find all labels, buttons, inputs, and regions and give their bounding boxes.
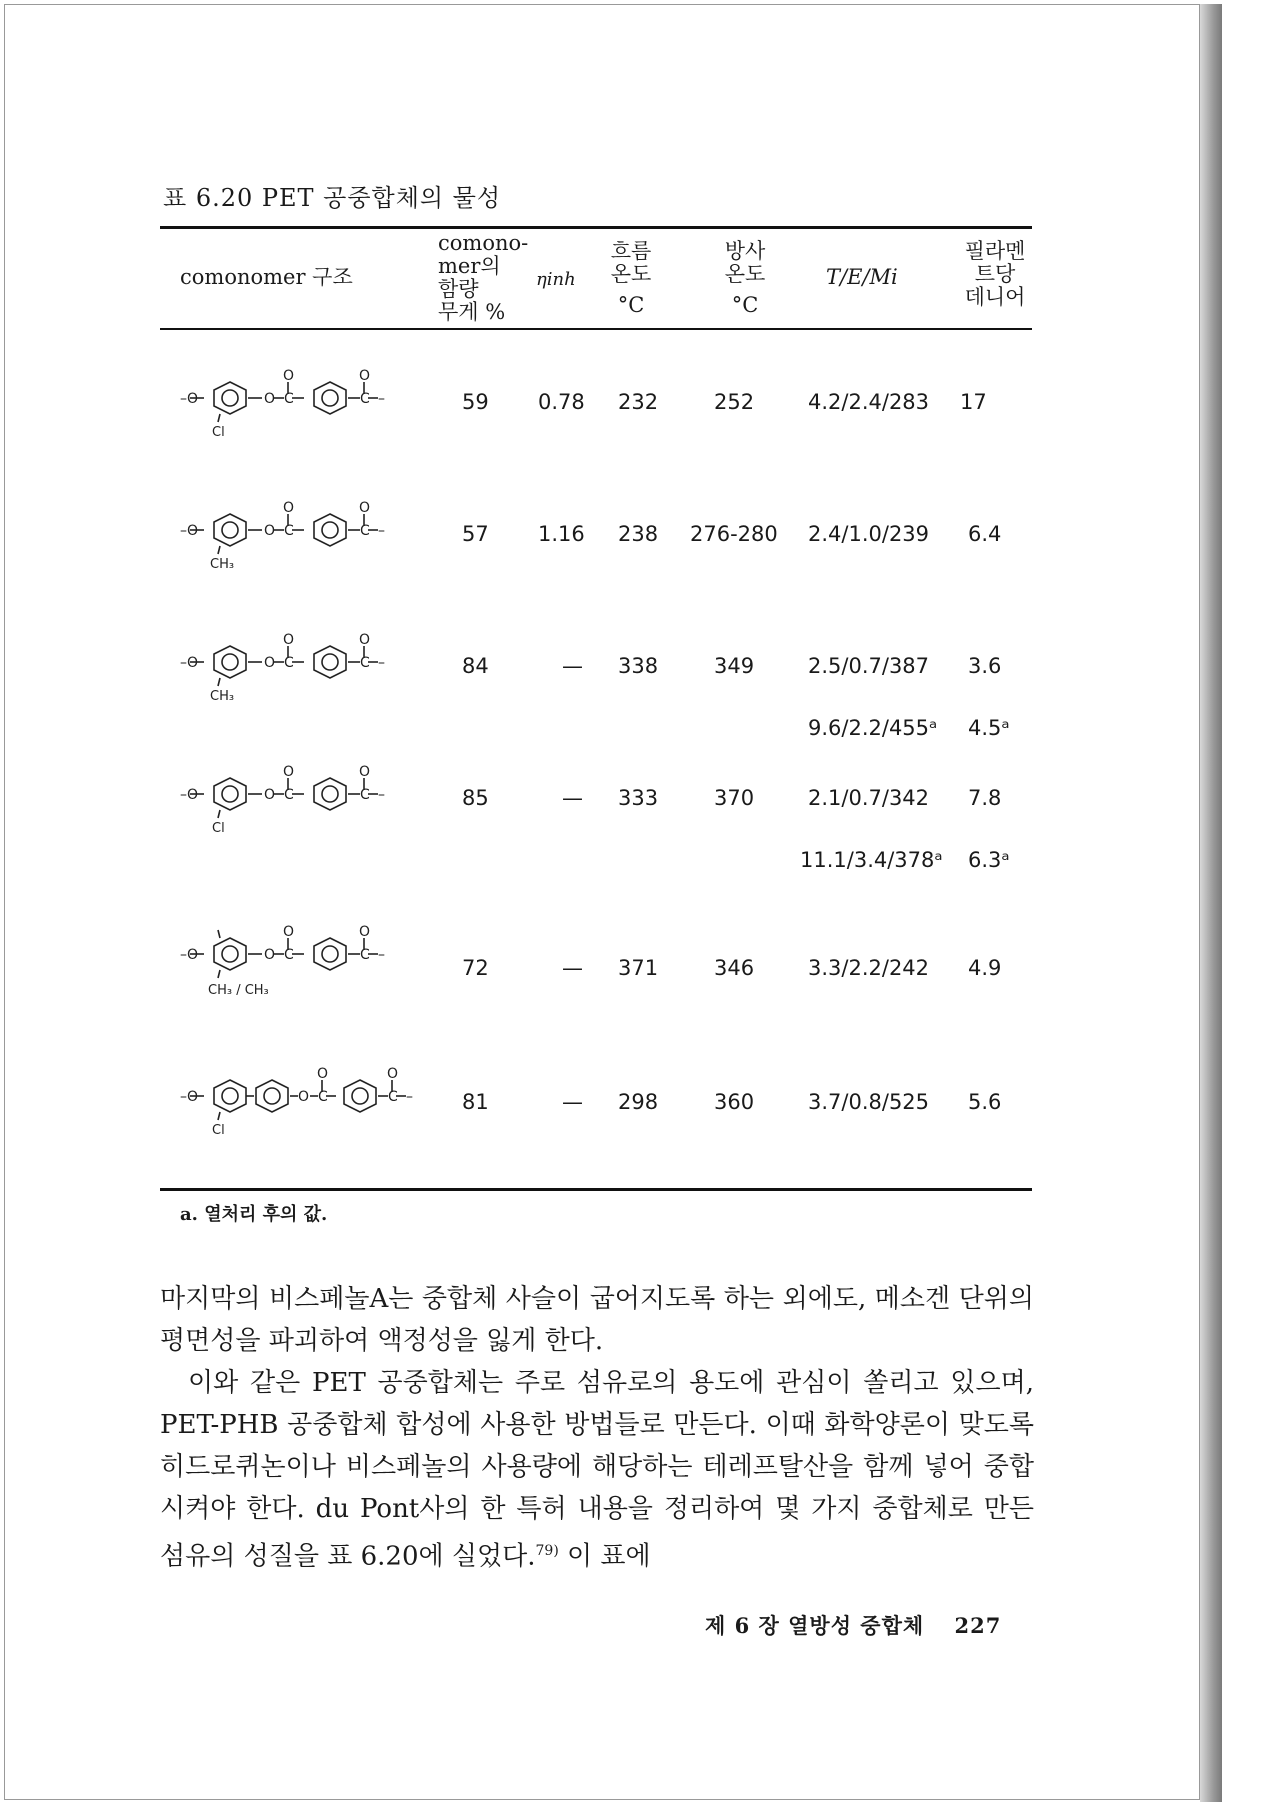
svg-text:O: O: [264, 947, 276, 963]
svg-text:O: O: [359, 500, 371, 516]
svg-text:–: –: [378, 391, 385, 407]
svg-text:O: O: [359, 924, 371, 940]
svg-text:O: O: [298, 1089, 310, 1105]
svg-text:–O: –O: [180, 391, 199, 407]
table-bottom-rule: [160, 1188, 1032, 1191]
row2-tem: 2.4/1.0/239: [808, 522, 930, 546]
chapter-title: 제 6 장 열방성 중합체: [705, 1613, 925, 1638]
row5-content: 72: [462, 956, 489, 980]
svg-text:C: C: [360, 523, 370, 539]
table-footnote: a. 열처리 후의 값.: [180, 1204, 328, 1225]
row2-content: 57: [462, 522, 489, 546]
svg-text:C: C: [284, 947, 294, 963]
structure-dimethylphenylene-terephthalate: [180, 910, 420, 1000]
svg-text:O: O: [283, 500, 295, 516]
svg-text:C: C: [360, 787, 370, 803]
row4-eta: —: [562, 786, 583, 810]
svg-text:–: –: [378, 523, 385, 539]
svg-text:–: –: [378, 655, 385, 671]
reference-marker: 79): [535, 1543, 559, 1559]
svg-text:O: O: [264, 655, 276, 671]
svg-text:O: O: [359, 368, 371, 384]
svg-text:CH₃: CH₃: [210, 689, 235, 704]
svg-text:–O: –O: [180, 947, 199, 963]
header-content: comono- mer의 함량 무게 %: [438, 231, 529, 324]
row6-flow: 298: [618, 1090, 659, 1114]
table-caption: 표 6.20 PET 공중합체의 물성: [163, 184, 502, 212]
row5-flow: 371: [618, 956, 659, 980]
page-number: 227: [954, 1613, 1002, 1638]
table-header-rule: [160, 328, 1032, 330]
row1-flow: 232: [618, 390, 659, 414]
svg-text:–O: –O: [180, 787, 199, 803]
svg-text:O: O: [317, 1066, 329, 1082]
row2-denier: 6.4: [968, 522, 1002, 546]
svg-text:–O: –O: [180, 1089, 199, 1105]
svg-text:C: C: [284, 787, 294, 803]
page-footer: [705, 1610, 1001, 1640]
row4-tem: 2.1/0.7/342: [808, 786, 930, 810]
svg-text:–: –: [378, 787, 385, 803]
row6-denier: 5.6: [968, 1090, 1002, 1114]
svg-text:O: O: [264, 787, 276, 803]
svg-text:C: C: [284, 655, 294, 671]
svg-text:C: C: [360, 391, 370, 407]
row1-spin: 252: [714, 390, 755, 414]
row4-denier: 7.8: [968, 786, 1002, 810]
row5-denier: 4.9: [968, 956, 1002, 980]
svg-text:C: C: [284, 391, 294, 407]
row4-content: 85: [462, 786, 489, 810]
row1-eta: 0.78: [538, 390, 585, 414]
row1-denier: 17: [960, 390, 987, 414]
svg-text:–: –: [378, 947, 385, 963]
structure-chlorophenylene-terephthalate-2: [180, 756, 420, 836]
svg-text:O: O: [264, 523, 276, 539]
body-text: [160, 1278, 1034, 1578]
substituent-label: Cl: [212, 425, 225, 440]
row5-tem: 3.3/2.2/242: [808, 956, 930, 980]
svg-text:O: O: [359, 764, 371, 780]
svg-text:O: O: [387, 1066, 399, 1082]
row4-spin: 370: [714, 786, 755, 810]
row3-denier: 3.6: [968, 654, 1002, 678]
header-spin-temp: 방사 온도 °C: [724, 239, 766, 317]
row1-tem: 4.2/2.4/283: [808, 390, 930, 414]
svg-text:CH₃: CH₃: [210, 557, 235, 572]
header-flow-temp: 흐름 온도 °C: [610, 239, 652, 317]
svg-text:O: O: [283, 924, 295, 940]
row4b-tem: 11.1/3.4/378ᵃ: [800, 848, 943, 872]
row3-tem: 2.5/0.7/387: [808, 654, 930, 678]
paragraph-2: 이와 같은 PET 공중합체는 주로 섬유로의 용도에 관심이 쏠리고 있으며, PET-PHB 공중합체 합성에 사용한 방법들로 만든다. 이때 화학양론이 맞도록 히드로퀴논이나 비스페놀의 사용량에 해당하는 테레프탈산을 함께 넣어 중합시켜야 한다. du Pont사의 한 특허 내용을 정리하여 몇 가지 중합체로 만든 섬유의 성질을 표 6.20에 실었다.$^{79)}$ 이 표에: [160, 1368, 1034, 1572]
row1-content: 59: [462, 390, 489, 414]
svg-text:C: C: [360, 947, 370, 963]
table-top-rule: [160, 226, 1032, 229]
svg-text:Cl: Cl: [212, 1123, 225, 1138]
row2-flow: 238: [618, 522, 659, 546]
header-tem: T/E/Mi: [826, 265, 898, 289]
row3b-tem: 9.6/2.2/455ᵃ: [808, 716, 938, 740]
svg-text:–: –: [406, 1089, 413, 1105]
svg-text:O: O: [283, 764, 295, 780]
svg-text:C: C: [360, 655, 370, 671]
row3-flow: 338: [618, 654, 659, 678]
row3-eta: —: [562, 654, 583, 678]
svg-text:–O: –O: [180, 655, 199, 671]
svg-text:O: O: [283, 368, 295, 384]
header-denier: 필라멘 트당 데니어: [964, 239, 1026, 309]
row2-spin: 276-280: [690, 522, 778, 546]
svg-text:O: O: [359, 632, 371, 648]
svg-text:C: C: [388, 1089, 398, 1105]
row2-eta: 1.16: [538, 522, 585, 546]
row3-spin: 349: [714, 654, 755, 678]
svg-text:O: O: [283, 632, 295, 648]
row4b-denier: 6.3ᵃ: [968, 848, 1010, 872]
row3b-denier: 4.5ᵃ: [968, 716, 1010, 740]
structure-chlorophenylene-terephthalate: [180, 360, 420, 440]
structure-chlorobiphenylene-terephthalate: [180, 1058, 440, 1138]
structure-methylphenylene-terephthalate-2: [180, 624, 420, 704]
header-eta: ηinh: [536, 269, 576, 290]
row5-spin: 346: [714, 956, 755, 980]
header-structure: comonomer 구조: [180, 265, 353, 289]
svg-text:O: O: [264, 391, 276, 407]
row6-tem: 3.7/0.8/525: [808, 1090, 930, 1114]
row6-spin: 360: [714, 1090, 755, 1114]
page-spine-shadow: [1200, 4, 1222, 1802]
svg-text:–O: –O: [180, 523, 199, 539]
row6-eta: —: [562, 1090, 583, 1114]
svg-text:Cl: Cl: [212, 821, 225, 836]
row5-eta: —: [562, 956, 583, 980]
svg-text:CH₃ / CH₃: CH₃ / CH₃: [208, 983, 269, 998]
row6-content: 81: [462, 1090, 489, 1114]
paragraph-1: 마지막의 비스페놀A는 중합체 사슬이 굽어지도록 하는 외에도, 메소겐 단위의 평면성을 파괴하여 액정성을 잃게 한다.: [160, 1284, 1034, 1356]
row4-flow: 333: [618, 786, 659, 810]
row3-content: 84: [462, 654, 489, 678]
structure-methylphenylene-terephthalate: [180, 492, 420, 572]
svg-text:C: C: [318, 1089, 328, 1105]
svg-text:C: C: [284, 523, 294, 539]
